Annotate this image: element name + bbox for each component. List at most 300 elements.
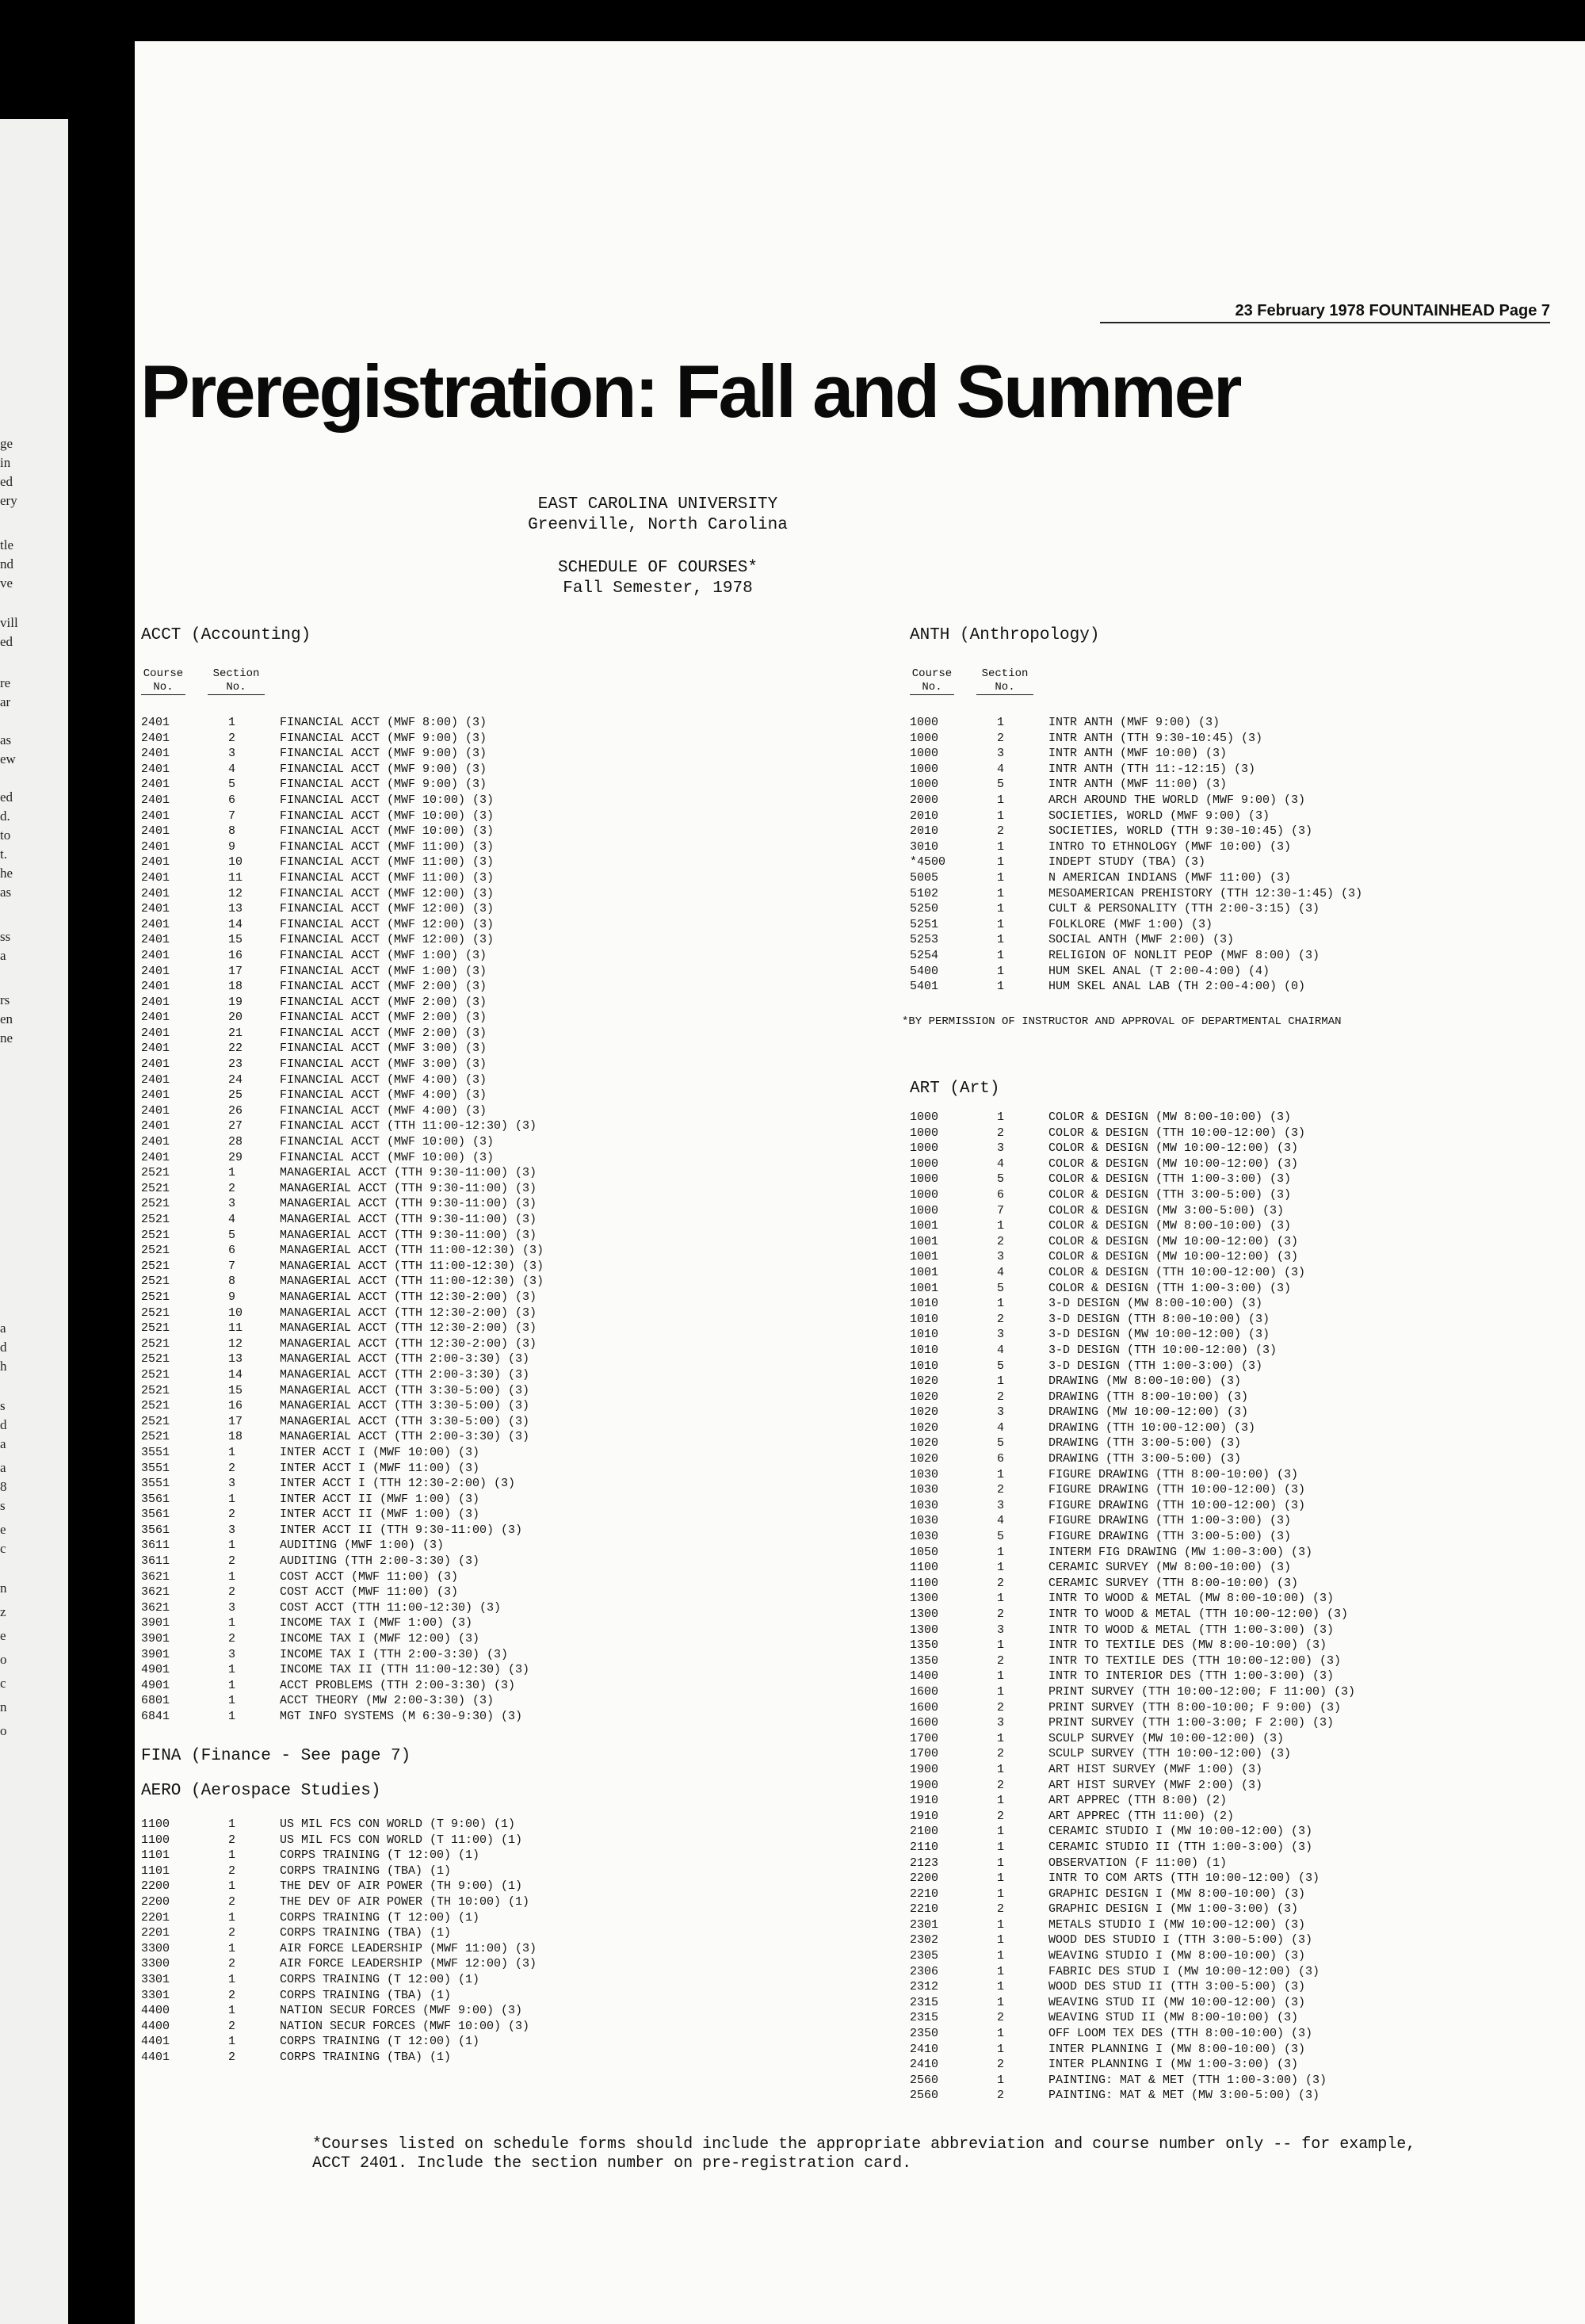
course-number: 1050 bbox=[910, 1545, 939, 1559]
course-title: FINANCIAL ACCT (MWF 8:00) (3) bbox=[280, 716, 487, 729]
course-number: 5251 bbox=[910, 917, 939, 931]
section-number: 4 bbox=[997, 762, 1005, 776]
section-number: 2 bbox=[228, 2019, 236, 2033]
course-title: FINANCIAL ACCT (MWF 2:00) (3) bbox=[280, 980, 487, 994]
course-number: 2521 bbox=[141, 1336, 170, 1351]
course-title: SOCIETIES, WORLD (MWF 9:00) (3) bbox=[1048, 808, 1270, 823]
course-row bbox=[910, 1762, 1461, 1778]
course-title: INTER ACCT I (MWF 10:00) (3) bbox=[280, 1445, 480, 1459]
course-row bbox=[141, 948, 692, 964]
semester: Fall Semester, 1978 bbox=[563, 579, 753, 598]
course-row bbox=[910, 1715, 1461, 1731]
section-number: 2 bbox=[228, 1181, 236, 1195]
adjacent-text-fragment: ew bbox=[0, 751, 16, 766]
course-number: 3010 bbox=[910, 839, 939, 854]
section-number: 2 bbox=[228, 1585, 236, 1600]
schedule-header bbox=[372, 558, 943, 599]
course-row bbox=[141, 824, 692, 839]
course-title: OBSERVATION (F 11:00) (1) bbox=[1048, 1856, 1228, 1870]
adjacent-text-fragment: s bbox=[0, 1398, 6, 1413]
course-number: 2521 bbox=[141, 1414, 170, 1428]
section-number: 3 bbox=[997, 747, 1005, 761]
section-number: 1 bbox=[228, 1941, 236, 1955]
section-number: 1 bbox=[997, 870, 1005, 885]
course-row bbox=[910, 1405, 1461, 1420]
section-number: 2 bbox=[228, 1508, 236, 1522]
section-number: 1 bbox=[228, 1569, 236, 1584]
section-number: 2 bbox=[997, 2011, 1005, 2025]
course-number: 2401 bbox=[141, 793, 170, 807]
course-number: 1350 bbox=[910, 1638, 939, 1653]
section-number: 5 bbox=[997, 778, 1005, 792]
course-row bbox=[141, 1492, 692, 1508]
course-number: 1300 bbox=[910, 1623, 939, 1637]
course-title: NATION SECUR FORCES (MWF 10:00) (3) bbox=[280, 2019, 530, 2033]
course-number: 1000 bbox=[910, 762, 939, 776]
section-number: 4 bbox=[228, 1213, 236, 1226]
section-number: 1 bbox=[997, 2073, 1005, 2087]
course-row bbox=[910, 824, 1461, 839]
course-row bbox=[141, 1026, 692, 1042]
course-row bbox=[141, 1010, 692, 1026]
course-number: 3621 bbox=[141, 1569, 170, 1584]
course-row bbox=[141, 1290, 692, 1305]
course-number: 2401 bbox=[141, 778, 170, 792]
course-row bbox=[141, 1165, 692, 1181]
section-number: 1 bbox=[997, 902, 1005, 916]
section-number: 2 bbox=[228, 1926, 236, 1940]
course-title: MANAGERIAL ACCT (TTH 3:30-5:00) (3) bbox=[280, 1383, 530, 1397]
adjacent-text-fragment: a bbox=[0, 1460, 6, 1475]
course-number: 1600 bbox=[910, 1700, 939, 1714]
course-title: ARCH AROUND THE WORLD (MWF 9:00) (3) bbox=[1048, 793, 1306, 807]
course-number: 1010 bbox=[910, 1297, 939, 1311]
course-title: FIGURE DRAWING (TTH 1:00-3:00) (3) bbox=[1048, 1514, 1292, 1528]
course-row bbox=[141, 2050, 692, 2066]
section-number: 8 bbox=[228, 824, 236, 839]
section-number: 1 bbox=[228, 1445, 236, 1459]
course-title: 3-D DESIGN (MW 10:00-12:00) (3) bbox=[1048, 1328, 1270, 1342]
dateline: 23 February 1978 FOUNTAINHEAD Page 7 bbox=[1100, 302, 1550, 323]
course-number: 5250 bbox=[910, 902, 939, 916]
section-number: 1 bbox=[228, 1492, 236, 1506]
course-title: FINANCIAL ACCT (MWF 10:00) (3) bbox=[280, 1135, 495, 1149]
course-row bbox=[910, 932, 1461, 948]
course-title: FOLKLORE (MWF 1:00) (3) bbox=[1048, 917, 1213, 931]
course-number: 1000 bbox=[910, 1110, 939, 1124]
course-title: FINANCIAL ACCT (MWF 9:00) (3) bbox=[280, 778, 487, 792]
course-number: 1100 bbox=[141, 1818, 170, 1831]
course-row bbox=[141, 1709, 692, 1725]
section-number: 2 bbox=[997, 1312, 1005, 1326]
dept-title-fina: FINA (Finance - See page 7) bbox=[141, 1747, 411, 1765]
course-row bbox=[910, 1793, 1461, 1809]
course-row bbox=[910, 917, 1461, 933]
section-number: 4 bbox=[228, 762, 236, 776]
course-number: 1001 bbox=[910, 1219, 939, 1233]
course-title: MESOAMERICAN PREHISTORY (TTH 12:30-1:45) (3) bbox=[1048, 886, 1363, 900]
course-title: GRAPHIC DESIGN I (MW 1:00-3:00) (3) bbox=[1048, 1902, 1299, 1917]
section-number: 1 bbox=[228, 1166, 236, 1180]
course-row bbox=[910, 948, 1461, 964]
course-row bbox=[910, 1545, 1461, 1561]
course-row bbox=[141, 1429, 692, 1445]
course-number: 2312 bbox=[910, 1980, 939, 1994]
course-row bbox=[141, 1150, 692, 1166]
course-title: MANAGERIAL ACCT (TTH 2:00-3:30) (3) bbox=[280, 1352, 530, 1366]
course-number: 2521 bbox=[141, 1352, 170, 1366]
section-number: 1 bbox=[228, 1694, 236, 1708]
course-title: MANAGERIAL ACCT (TTH 11:00-12:30) (3) bbox=[280, 1259, 544, 1273]
course-row bbox=[141, 1972, 692, 1988]
course-row bbox=[141, 1678, 692, 1694]
section-number: 6 bbox=[997, 1187, 1005, 1202]
section-number: 15 bbox=[228, 1383, 243, 1397]
adjacent-text-fragment: vill bbox=[0, 615, 18, 630]
course-title: INTER PLANNING I (MW 8:00-10:00) (3) bbox=[1048, 2042, 1306, 2056]
adjacent-text-fragment: n bbox=[0, 1581, 7, 1596]
section-number: 1 bbox=[228, 1910, 236, 1925]
course-number: 2350 bbox=[910, 2027, 939, 2041]
course-row bbox=[141, 1554, 692, 1569]
course-title: INCOME TAX I (MWF 12:00) (3) bbox=[280, 1632, 480, 1646]
course-number: 1600 bbox=[910, 1684, 939, 1699]
course-number: 1400 bbox=[910, 1669, 939, 1684]
course-number: 2401 bbox=[141, 1088, 170, 1103]
course-row bbox=[141, 1817, 692, 1833]
section-number: 1 bbox=[228, 1616, 236, 1630]
course-title: COST ACCT (MWF 11:00) (3) bbox=[280, 1585, 459, 1600]
section-number: 3 bbox=[228, 1647, 236, 1661]
course-row bbox=[910, 2057, 1461, 2073]
course-title: CERAMIC SURVEY (MW 8:00-10:00) (3) bbox=[1048, 1561, 1292, 1575]
course-number: 1900 bbox=[910, 1762, 939, 1776]
adjacent-text-fragment: ge bbox=[0, 436, 13, 451]
adjacent-text-fragment: c bbox=[0, 1541, 6, 1556]
course-row bbox=[141, 746, 692, 762]
course-title: DRAWING (MW 8:00-10:00) (3) bbox=[1048, 1374, 1242, 1389]
course-number: 2302 bbox=[910, 1933, 939, 1947]
dept-title-anth: ANTH (Anthropology) bbox=[910, 626, 1100, 644]
adjacent-text-fragment: d bbox=[0, 1417, 7, 1432]
course-row bbox=[910, 1824, 1461, 1840]
course-title: ACCT THEORY (MW 2:00-3:30) (3) bbox=[280, 1694, 495, 1708]
course-number: *4500 bbox=[910, 855, 946, 870]
section-number: 1 bbox=[997, 2042, 1005, 2056]
section-number: 1 bbox=[997, 1297, 1005, 1311]
section-number: 1 bbox=[997, 1545, 1005, 1559]
course-title: CORPS TRAINING (T 12:00) (1) bbox=[280, 1910, 480, 1925]
course-number: 1020 bbox=[910, 1452, 939, 1466]
course-row bbox=[141, 1367, 692, 1383]
course-number: 1010 bbox=[910, 1312, 939, 1326]
course-title: COLOR & DESIGN (TTH 1:00-3:00) (3) bbox=[1048, 1281, 1292, 1295]
course-title: ART APPREC (TTH 8:00) (2) bbox=[1048, 1794, 1228, 1808]
course-row bbox=[141, 1057, 692, 1072]
adjacent-text-fragment: he bbox=[0, 866, 13, 881]
course-number: 3561 bbox=[141, 1492, 170, 1506]
course-row bbox=[910, 1995, 1461, 2011]
adjacent-text-fragment: re bbox=[0, 675, 11, 690]
section-number: 1 bbox=[228, 2035, 236, 2049]
course-row bbox=[910, 1359, 1461, 1374]
section-number: 2 bbox=[997, 1653, 1005, 1668]
section-number: 5 bbox=[997, 1281, 1005, 1295]
course-title: FINANCIAL ACCT (MWF 12:00) (3) bbox=[280, 902, 495, 916]
section-number: 27 bbox=[228, 1119, 243, 1133]
course-number: 2521 bbox=[141, 1290, 170, 1304]
course-row bbox=[910, 1840, 1461, 1856]
course-number: 1000 bbox=[910, 1172, 939, 1187]
section-number: 16 bbox=[228, 1399, 243, 1413]
course-row bbox=[910, 2088, 1461, 2104]
course-number: 2521 bbox=[141, 1166, 170, 1180]
course-number: 5254 bbox=[910, 948, 939, 962]
course-number: 2010 bbox=[910, 808, 939, 823]
course-title: COST ACCT (TTH 11:00-12:30) (3) bbox=[280, 1600, 502, 1615]
course-number: 1000 bbox=[910, 778, 939, 792]
course-number: 3551 bbox=[141, 1461, 170, 1475]
course-title: RELIGION OF NONLIT PEOP (MWF 8:00) (3) bbox=[1048, 948, 1320, 962]
course-title: THE DEV OF AIR POWER (TH 10:00) (1) bbox=[280, 1894, 530, 1909]
course-title: FINANCIAL ACCT (MWF 11:00) (3) bbox=[280, 839, 495, 854]
course-row bbox=[141, 1228, 692, 1244]
course-title: INTER ACCT II (MWF 1:00) (3) bbox=[280, 1492, 480, 1506]
course-row bbox=[141, 1941, 692, 1957]
course-row bbox=[141, 731, 692, 747]
course-title: FINANCIAL ACCT (MWF 1:00) (3) bbox=[280, 948, 487, 962]
adjacent-text-fragment: d bbox=[0, 1340, 7, 1355]
course-row bbox=[141, 1910, 692, 1926]
adjacent-text-fragment: nd bbox=[0, 556, 13, 571]
course-number: 2521 bbox=[141, 1321, 170, 1336]
course-title: FINANCIAL ACCT (MWF 4:00) (3) bbox=[280, 1103, 487, 1118]
adjacent-page-strip bbox=[0, 119, 68, 2324]
section-number: 2 bbox=[228, 731, 236, 745]
course-number: 5401 bbox=[910, 980, 939, 994]
section-number: 18 bbox=[228, 980, 243, 994]
section-number: 2 bbox=[997, 1389, 1005, 1404]
course-row bbox=[910, 762, 1461, 778]
course-row bbox=[910, 1684, 1461, 1700]
course-title: ACCT PROBLEMS (TTH 2:00-3:30) (3) bbox=[280, 1678, 516, 1692]
course-row bbox=[910, 1451, 1461, 1467]
section-number: 3 bbox=[997, 1405, 1005, 1420]
course-title: INCOME TAX II (TTH 11:00-12:30) (3) bbox=[280, 1663, 530, 1677]
course-row bbox=[910, 886, 1461, 902]
course-number: 2401 bbox=[141, 917, 170, 931]
course-title: INTERM FIG DRAWING (MW 1:00-3:00) (3) bbox=[1048, 1545, 1313, 1559]
section-number: 1 bbox=[228, 1710, 236, 1723]
course-number: 1020 bbox=[910, 1436, 939, 1451]
course-title: COST ACCT (MWF 11:00) (3) bbox=[280, 1569, 459, 1584]
section-number: 4 bbox=[997, 1514, 1005, 1528]
adjacent-text-fragment: as bbox=[0, 732, 12, 747]
section-number: 2 bbox=[228, 1632, 236, 1646]
course-row bbox=[141, 1615, 692, 1631]
course-number: 2401 bbox=[141, 870, 170, 885]
section-number: 1 bbox=[997, 793, 1005, 807]
course-number: 6841 bbox=[141, 1710, 170, 1723]
university-name: EAST CAROLINA UNIVERSITY bbox=[537, 495, 778, 514]
course-title: HUM SKEL ANAL (T 2:00-4:00) (4) bbox=[1048, 964, 1270, 978]
course-number: 2401 bbox=[141, 995, 170, 1009]
adjacent-text-fragment: o bbox=[0, 1723, 7, 1738]
course-title: FINANCIAL ACCT (MWF 2:00) (3) bbox=[280, 995, 487, 1009]
course-title: CERAMIC SURVEY (TTH 8:00-10:00) (3) bbox=[1048, 1576, 1299, 1590]
course-title: PAINTING: MAT & MET (MW 3:00-5:00) (3) bbox=[1048, 2089, 1320, 2103]
section-number: 1 bbox=[997, 1592, 1005, 1606]
course-row bbox=[910, 1607, 1461, 1623]
adjacent-text-fragment: ss bbox=[0, 929, 11, 944]
course-row bbox=[910, 1374, 1461, 1389]
section-number: 15 bbox=[228, 933, 243, 947]
course-row bbox=[141, 1461, 692, 1477]
course-row bbox=[910, 901, 1461, 917]
course-row bbox=[910, 979, 1461, 995]
course-title: HUM SKEL ANAL LAB (TH 2:00-4:00) (0) bbox=[1048, 980, 1306, 994]
course-title: MANAGERIAL ACCT (TTH 12:30-2:00) (3) bbox=[280, 1321, 537, 1336]
course-title: INTER ACCT II (MWF 1:00) (3) bbox=[280, 1508, 480, 1522]
adjacent-text-fragment: z bbox=[0, 1604, 6, 1619]
course-number: 2521 bbox=[141, 1197, 170, 1211]
section-number: 1 bbox=[997, 1219, 1005, 1233]
course-number: 3300 bbox=[141, 1941, 170, 1955]
course-number: 1350 bbox=[910, 1653, 939, 1668]
course-row bbox=[910, 1172, 1461, 1187]
course-number: 2315 bbox=[910, 2011, 939, 2025]
course-row bbox=[141, 762, 692, 778]
course-row bbox=[141, 917, 692, 933]
section-number: 9 bbox=[228, 839, 236, 854]
course-row bbox=[910, 870, 1461, 886]
section-number: 3 bbox=[228, 747, 236, 761]
course-title: CORPS TRAINING (T 12:00) (1) bbox=[280, 1972, 480, 1986]
schedule-title: SCHEDULE OF COURSES* bbox=[557, 559, 758, 577]
course-number: 4401 bbox=[141, 2050, 170, 2064]
course-number: 2521 bbox=[141, 1259, 170, 1273]
course-title: INTER ACCT I (TTH 12:30-2:00) (3) bbox=[280, 1477, 516, 1491]
section-number: 10 bbox=[228, 1305, 243, 1320]
course-number: 4901 bbox=[141, 1678, 170, 1692]
section-number: 3 bbox=[997, 1250, 1005, 1264]
course-number: 2401 bbox=[141, 964, 170, 978]
course-row bbox=[141, 2003, 692, 2019]
course-title: DRAWING (TTH 3:00-5:00) (3) bbox=[1048, 1436, 1242, 1451]
section-number: 1 bbox=[997, 1871, 1005, 1886]
course-row bbox=[910, 1638, 1461, 1653]
course-row bbox=[910, 1778, 1461, 1794]
course-number: 2521 bbox=[141, 1213, 170, 1226]
section-number: 17 bbox=[228, 1414, 243, 1428]
course-title: DRAWING (TTH 3:00-5:00) (3) bbox=[1048, 1452, 1242, 1466]
course-title: FINANCIAL ACCT (MWF 9:00) (3) bbox=[280, 747, 487, 761]
course-row bbox=[141, 1879, 692, 1894]
dept-title-acct: ACCT (Accounting) bbox=[141, 626, 311, 644]
course-title: MANAGERIAL ACCT (TTH 11:00-12:30) (3) bbox=[280, 1244, 544, 1258]
course-number: 1001 bbox=[910, 1281, 939, 1295]
course-title: COLOR & DESIGN (TTH 1:00-3:00) (3) bbox=[1048, 1172, 1292, 1187]
section-number: 1 bbox=[997, 1794, 1005, 1808]
section-number: 1 bbox=[997, 1825, 1005, 1839]
section-number: 1 bbox=[997, 808, 1005, 823]
course-title: FINANCIAL ACCT (MWF 10:00) (3) bbox=[280, 1150, 495, 1164]
course-title: FINANCIAL ACCT (MWF 2:00) (3) bbox=[280, 1026, 487, 1040]
adjacent-text-fragment: ed bbox=[0, 474, 13, 489]
section-number: 2 bbox=[997, 1747, 1005, 1761]
section-number: 29 bbox=[228, 1150, 243, 1164]
section-number: 20 bbox=[228, 1011, 243, 1025]
course-number: 2401 bbox=[141, 762, 170, 776]
course-row bbox=[141, 839, 692, 855]
course-title: DRAWING (MW 10:00-12:00) (3) bbox=[1048, 1405, 1249, 1420]
course-number: 3621 bbox=[141, 1585, 170, 1600]
course-number: 1100 bbox=[910, 1576, 939, 1590]
course-row bbox=[141, 1181, 692, 1197]
course-number: 3301 bbox=[141, 1988, 170, 2002]
course-row bbox=[910, 1932, 1461, 1948]
section-number: 1 bbox=[997, 1638, 1005, 1653]
course-row bbox=[141, 1274, 692, 1290]
course-title: NATION SECUR FORCES (MWF 9:00) (3) bbox=[280, 2004, 523, 2018]
course-row bbox=[910, 1979, 1461, 1995]
section-number: 3 bbox=[228, 1600, 236, 1615]
section-number: 5 bbox=[997, 1530, 1005, 1544]
course-row bbox=[910, 1141, 1461, 1156]
section-number: 23 bbox=[228, 1057, 243, 1072]
course-row bbox=[141, 1988, 692, 2004]
section-number: 28 bbox=[228, 1135, 243, 1149]
course-row bbox=[910, 1513, 1461, 1529]
section-number: 1 bbox=[228, 1972, 236, 1986]
section-number: 2 bbox=[997, 2089, 1005, 2103]
section-number: 1 bbox=[997, 917, 1005, 931]
course-title: FINANCIAL ACCT (MWF 12:00) (3) bbox=[280, 886, 495, 900]
course-title: AUDITING (MWF 1:00) (3) bbox=[280, 1539, 445, 1553]
course-title: INTR TO TEXTILE DES (TTH 10:00-12:00) (3) bbox=[1048, 1653, 1342, 1668]
course-row bbox=[910, 1435, 1461, 1451]
course-number: 4400 bbox=[141, 2004, 170, 2018]
course-number: 2521 bbox=[141, 1399, 170, 1413]
course-title: DRAWING (TTH 8:00-10:00) (3) bbox=[1048, 1389, 1249, 1404]
course-number: 3901 bbox=[141, 1632, 170, 1646]
course-row bbox=[910, 1343, 1461, 1359]
section-number: 2 bbox=[228, 2050, 236, 2064]
section-number: 1 bbox=[997, 1886, 1005, 1901]
course-row bbox=[910, 1917, 1461, 1933]
section-number: 17 bbox=[228, 964, 243, 978]
course-title: SCULP SURVEY (TTH 10:00-12:00) (3) bbox=[1048, 1747, 1292, 1761]
section-number: 5 bbox=[997, 1436, 1005, 1451]
course-title: 3-D DESIGN (TTH 10:00-12:00) (3) bbox=[1048, 1343, 1278, 1357]
course-number: 2521 bbox=[141, 1367, 170, 1382]
course-number: 6801 bbox=[141, 1694, 170, 1708]
section-number: 2 bbox=[228, 1554, 236, 1569]
course-title: THE DEV OF AIR POWER (TH 9:00) (1) bbox=[280, 1879, 523, 1894]
course-row bbox=[910, 1856, 1461, 1871]
adjacent-text-fragment: e bbox=[0, 1628, 6, 1643]
course-number: 3551 bbox=[141, 1445, 170, 1459]
newspaper-page bbox=[135, 41, 1585, 2324]
course-number: 1910 bbox=[910, 1809, 939, 1823]
course-number: 2401 bbox=[141, 1150, 170, 1164]
course-title: INTER PLANNING I (MW 1:00-3:00) (3) bbox=[1048, 2058, 1299, 2072]
section-number: 1 bbox=[997, 716, 1005, 729]
section-number: 5 bbox=[997, 1172, 1005, 1187]
course-title: COLOR & DESIGN (MW 3:00-5:00) (3) bbox=[1048, 1203, 1285, 1217]
course-title: MANAGERIAL ACCT (TTH 9:30-11:00) (3) bbox=[280, 1181, 537, 1195]
section-number: 1 bbox=[228, 1848, 236, 1863]
